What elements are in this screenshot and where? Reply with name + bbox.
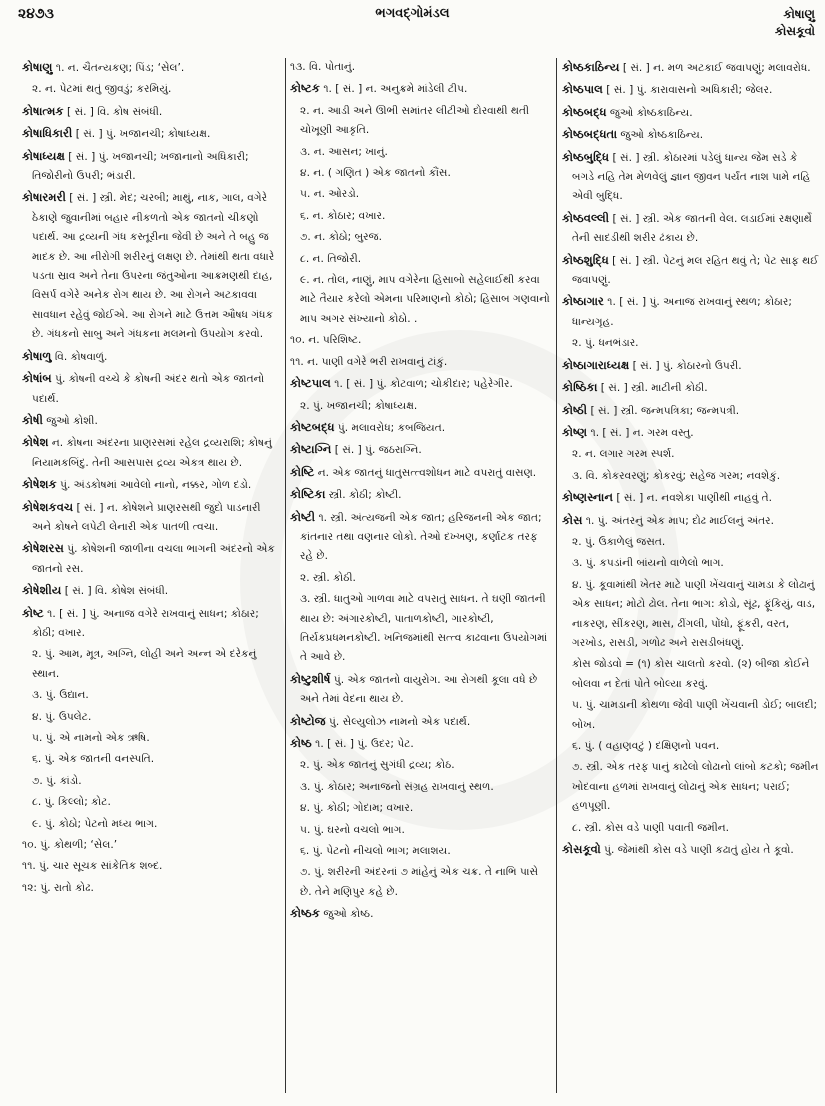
entry-sense bbox=[290, 590, 552, 668]
dictionary-entry bbox=[22, 369, 280, 409]
definition-text: પું. એક જાતનો વાયુરોગ. આ રોગથી કૂલા વધે છે અને તેમાં વેદના થાય છે. bbox=[300, 673, 538, 706]
definition-text: ૧. [ સં. ] ન. અનુક્રમે માંડેલી ટીપ. bbox=[319, 83, 468, 96]
dictionary-entry bbox=[562, 511, 820, 531]
headword: કોષ્ઠબદ્ધતા bbox=[562, 127, 618, 142]
headword: કોષેશીય bbox=[22, 583, 62, 598]
entry-sense bbox=[290, 271, 552, 329]
definition-text: [ સં. ] વિ. કોષેશ સંબંધી. bbox=[61, 585, 169, 598]
headword: કોષી bbox=[22, 412, 43, 427]
headword: કોષ્ણ bbox=[562, 424, 588, 439]
definition-text: ૭. પું. કાંડો. bbox=[32, 774, 82, 787]
dictionary-entry bbox=[290, 904, 552, 924]
definition-text: ૩. પું. કપડાંની બાંયનો વાળેલો ભાગ. bbox=[572, 557, 724, 570]
entry-sense bbox=[22, 645, 280, 684]
definition-text: ૮. ન. તિજોરી. bbox=[300, 252, 362, 265]
column-divider bbox=[556, 58, 557, 1093]
headword: કોસકૂવો bbox=[562, 842, 601, 857]
definition-text: ૧૨: પું. રાતો કોઢ. bbox=[22, 881, 94, 894]
dictionary-entry bbox=[22, 188, 280, 344]
definition-text: [ સં. ] પું. કારાવાસનો અધિકારી; જેલર. bbox=[602, 84, 773, 97]
definition-text: [ સં. ] પું. ખજાનચી; કોષાધ્યક્ષ. bbox=[72, 128, 211, 141]
headword: કોષ્ઠક bbox=[290, 906, 320, 921]
definition-text: ૨. સ્ત્રી. કોઠી. bbox=[300, 571, 356, 584]
definition-text: ૧૧. પું. ચાર સૂચક સાંકેતિક શબ્દ. bbox=[22, 860, 163, 873]
headword: કોષ્ટી bbox=[290, 509, 316, 524]
guide-word-first: કોષાણુ bbox=[783, 7, 815, 21]
dictionary-entry bbox=[290, 670, 552, 710]
dictionary-entry bbox=[562, 356, 820, 376]
definition-text: પું. અંડકોષમાં આવેલો નાનો, નક્કર, ગોળ દડો. bbox=[56, 479, 252, 492]
definition-text: ૨. પું. ઉકાળેલું જસત. bbox=[572, 535, 666, 548]
definition-text: [ સં. ] પું. જઠરાગ્નિ. bbox=[331, 444, 422, 457]
definition-text: ૧૩. વિ. પોતાનું. bbox=[290, 61, 356, 73]
definition-text: ૬. ન. કોઠાર; વખાર. bbox=[300, 209, 386, 222]
entry-sense bbox=[562, 334, 820, 353]
headword: કોષ્ઠબુદ્ધિ bbox=[562, 149, 610, 164]
dictionary-entry bbox=[562, 103, 820, 123]
headword: કોષ્ટક bbox=[290, 81, 320, 96]
entry-sense bbox=[290, 569, 552, 588]
headword: કોષ્ઠાગાર bbox=[562, 294, 604, 309]
entry-sense bbox=[22, 708, 280, 727]
definition-text: [ સં. ] સ્ત્રી. માટીની કોઠી. bbox=[597, 382, 708, 395]
definition-text: ૯. પું. કોઠો; પેટનો મધ્ય ભાગ. bbox=[32, 817, 158, 830]
entry-sense bbox=[22, 80, 280, 99]
definition-text: ૫. પું. ઘરનો વચલો ભાગ. bbox=[300, 823, 405, 836]
headword: કોષ્ટાગ્નિ bbox=[290, 442, 332, 457]
headword: કોષ્ટિકા bbox=[290, 487, 326, 502]
entry-sense bbox=[22, 857, 280, 876]
definition-text: ૩. ન. આસન; ખાનું. bbox=[300, 145, 388, 158]
entry-sense bbox=[562, 576, 820, 654]
headword: કોષારમરી bbox=[22, 190, 66, 205]
definition-text: પું. કોષેશની જાળીના વચલા ભાગની અંદરનો એક જાતનો રસ. bbox=[32, 543, 275, 575]
headword: કોસ bbox=[562, 512, 583, 527]
headword: કોષાણુ bbox=[22, 60, 53, 74]
definition-text: ૪. પું. ઉપલેટ. bbox=[32, 710, 92, 723]
entry-sense bbox=[290, 331, 552, 350]
headword: કોષ્ઠાગારાધ્યક્ષ bbox=[562, 357, 630, 372]
definition-text: ૮. પું. કિલ્લો; કોટ. bbox=[32, 796, 111, 809]
entry-sense bbox=[290, 228, 552, 247]
dictionary-entry bbox=[22, 124, 280, 144]
entry-sense bbox=[562, 467, 820, 486]
entry-sense bbox=[562, 696, 820, 735]
headword: કોષાધ્યક્ષ bbox=[22, 148, 65, 163]
definition-text: ૨. પું. ધનભંડાર. bbox=[572, 337, 639, 350]
dictionary-entry bbox=[22, 604, 280, 644]
entry-sense bbox=[562, 655, 820, 694]
definition-text: ન. એક જાતનું ધાતુસત્ત્વશોધન માટે વપરાતું વાસણ. bbox=[314, 466, 537, 479]
definition-text: વિ. કોષવાળું. bbox=[51, 350, 108, 363]
definition-text: ૭. સ્ત્રી. એક તરફ પાનું કાઢેલો લોઢાનો લાંબો કટકો; જમીન ખોદવાના હળમાં રાખવાનું લોઢાનું એક સાધન; પરાઈ; હળપૂણી. bbox=[572, 761, 819, 813]
entry-sense bbox=[562, 758, 820, 816]
entry-sense bbox=[290, 250, 552, 269]
dictionary-entry bbox=[290, 508, 552, 567]
definition-text: ૨. પું. આમ, મૂત્ર, અગ્નિ, લોહી અને અન્ન એ દરેકનું સ્થાન. bbox=[32, 648, 257, 680]
headword: કોષ્ઠશુદ્ધિ bbox=[562, 252, 609, 267]
definition-text: પું. મલાવરોધ; કબજિયત. bbox=[334, 421, 446, 434]
entry-sense bbox=[22, 836, 280, 855]
entry-sense bbox=[22, 729, 280, 748]
dictionary-entry bbox=[562, 251, 820, 291]
entry-sense bbox=[290, 58, 552, 77]
definition-text: [ સં. ] ન. મળ અટકાઈ જવાપણું; મલાવરોધ. bbox=[619, 62, 811, 74]
dictionary-entry bbox=[562, 488, 820, 508]
definition-text: ૪. પું. કોઠી; ગોદામ; વખાર. bbox=[300, 802, 414, 815]
column-3 bbox=[562, 58, 820, 1093]
definition-text: ૩. પું. ઉદ્યાન. bbox=[32, 689, 89, 702]
definition-text: ન. કોષના અંદરના પ્રાણરસમાં રહેલ દ્રવ્યરાશિ; કોષનું નિયામકબિંદુ. તેની આસપાસ દ્રવ્ય એકત્ર થાય છે. bbox=[32, 437, 272, 469]
definition-text: ૧. [ સં. ] પું. ઉદર; પેટ. bbox=[311, 738, 414, 750]
dictionary-entry bbox=[22, 411, 280, 431]
definition-text: જુઓ કોષ્ઠકાઠિન્ય. bbox=[617, 129, 704, 142]
entry-sense bbox=[290, 842, 552, 861]
definition-text: પું. કોષની વચ્ચે કે કોષની અંદર થતો એક જાતનો પદાર્થ. bbox=[32, 373, 265, 405]
definition-text: [ સં. ] સ્ત્રી. એક જાતની વેલ. લડાઈમાં રક્ષણાર્થે તેની સાદડીથી શરીર ઢંકાય છે. bbox=[572, 212, 812, 245]
dictionary-columns bbox=[0, 58, 825, 1098]
entry-sense bbox=[290, 821, 552, 840]
dictionary-entry bbox=[562, 423, 820, 443]
dictionary-entry bbox=[22, 58, 280, 78]
entry-sense bbox=[290, 164, 552, 183]
definition-text: જુઓ કોષ્ઠ. bbox=[319, 908, 374, 921]
dictionary-entry bbox=[562, 125, 820, 145]
definition-text: ૨. ન. આડી અને ઊભી સમાંતર લીટીઓ દોરવાથી થતી ચોખૂણી આકૃતિ. bbox=[300, 104, 530, 137]
headword: કોષાધિકારી bbox=[22, 126, 73, 141]
headword: કોષ્ઠબદ્ધ bbox=[562, 104, 607, 119]
dictionary-entry bbox=[562, 292, 820, 332]
headword: કોષેશરસ bbox=[22, 541, 64, 556]
headword: કોષાળુ bbox=[22, 348, 52, 363]
definition-text: ૬. પું. એક જાતની વનસ્પતિ. bbox=[32, 753, 155, 766]
headword: કોષેશકવચ bbox=[22, 499, 74, 514]
dictionary-entry bbox=[562, 58, 820, 78]
dictionary-entry bbox=[290, 712, 552, 732]
definition-text: ૧. [ સં. ] પું. અનાજ રાખવાનું સ્થળ; કોઠાર; ધાન્યગૃહ. bbox=[572, 296, 792, 328]
dictionary-entry bbox=[22, 147, 280, 187]
headword: કોષ્ઠિકા bbox=[562, 380, 598, 395]
entry-sense bbox=[562, 533, 820, 552]
column-1 bbox=[22, 58, 280, 1093]
headword: કોષ્ઠી bbox=[562, 402, 588, 417]
dictionary-entry bbox=[562, 378, 820, 398]
definition-text: ૫. પું. એ નામનો એક ઋષિ. bbox=[32, 732, 150, 744]
headword: કોષાત્મક bbox=[22, 103, 64, 118]
entry-sense bbox=[22, 686, 280, 705]
definition-text: ૧. [ સં. ] પું. અનાજ વગેરે રાખવાનું સાધન; કોઠાર; કોઠી; વખાર. bbox=[32, 607, 259, 639]
definition-text: [ સં. ] સ્ત્રી. કોઠારમાં પડેલું ધાન્ય જેમ સડે કે બગડે નહિ તેમ મેળવેલું જ્ઞાન જીવન પર્યંત નાશ પામે નહિ એવી બુદ્ધિ. bbox=[572, 151, 811, 203]
definition-text: ૪. પું. કૂવામાંથી ખેતર માટે પાણી ખેંચવાનું ચામડા કે લોઢાનું એક સાધન; મોટો ઢોલ. તેના ભાગ: કોડો, સૂંઢ, ફૂંકિયું, વાડ, નાકરણ, સીંકરણ, માસ, ઢીંગલી, પોંધો, ફૂંકરી, વરત, ગરખોડ, રાસડી, ગળોઢ અને રાસડીબંધણું. bbox=[572, 578, 816, 649]
entry-sense bbox=[22, 772, 280, 791]
entry-sense bbox=[290, 207, 552, 226]
entry-sense bbox=[290, 353, 552, 372]
definition-text: ૭. પું. શરીરની અંદરનાં ૭ માંહેનું એક ચક્ર. તે નાભિ પાસે છે. તેને મણિપુર કહે છે. bbox=[300, 866, 539, 898]
entry-sense bbox=[562, 819, 820, 838]
dictionary-entry bbox=[22, 102, 280, 122]
definition-text: ૧૦. પું. કોથળી; ‘સેલ.’ bbox=[22, 839, 118, 852]
headword: કોષ્ણસ્નાન bbox=[562, 490, 613, 505]
dictionary-entry bbox=[22, 433, 280, 473]
dictionary-entry bbox=[290, 485, 552, 505]
definition-text: [ સં. ] પું. કોઠારનો ઉપરી. bbox=[629, 359, 742, 372]
definition-text: ૫. ન. ઓરડો. bbox=[300, 188, 360, 201]
definition-text: [ સં. ] ન. કોષેશને પ્રાણરસથી જુદો પાડનારી અને કોષને લપેટી લેનારી એક પાતળી ત્વચા. bbox=[32, 501, 261, 533]
entry-sense bbox=[562, 445, 820, 464]
dictionary-entry bbox=[290, 418, 552, 438]
headword: કોષ્ઠવલ્લી bbox=[562, 210, 610, 225]
definition-text: ૪. ન. ( ગણિત ) એક જાતનો કૌંસ. bbox=[300, 167, 451, 180]
definition-text: ૩. વિ. કોકરવરણું; કોકરવું; સહેજ ગરમ; નવશેકું. bbox=[572, 469, 781, 482]
entry-sense bbox=[290, 185, 552, 204]
entry-sense bbox=[290, 102, 552, 141]
entry-sense bbox=[290, 397, 552, 416]
definition-text: ૧. સ્ત્રી. અંત્યજની એક જાત; હરિજનની એક જાત; કાંતનાર તથા વણનાર લોકો. તેઓ દખ્ખણ, કર્ણાટક તરફ રહે છે. bbox=[300, 511, 542, 563]
dictionary-entry bbox=[22, 539, 280, 579]
book-title: ભગવદ્ગોમંડલ bbox=[375, 6, 450, 21]
headword: કોષાંબ bbox=[22, 371, 52, 386]
dictionary-entry bbox=[22, 498, 280, 538]
definition-text: ૧૧. ન. પાણી વગેરે ભરી રાખવાનું ટાંકું. bbox=[290, 355, 448, 368]
dictionary-entry bbox=[562, 148, 820, 207]
dictionary-entry bbox=[290, 463, 552, 483]
definition-text: ૮. સ્ત્રી. કોસ વડે પાણી પવાતી જમીન. bbox=[572, 821, 730, 834]
entry-sense bbox=[22, 793, 280, 812]
headword: કોષ્ઠકાઠિન્ય bbox=[562, 60, 620, 74]
dictionary-entry bbox=[22, 581, 280, 601]
definition-text: ૫. પું. ચામડાની કોથળા જેવી પાણી ખેંચવાની ડોઈ; બાલદી; બોખ. bbox=[572, 699, 818, 731]
headword: કોષ્ટુશીર્ષ bbox=[290, 671, 331, 686]
column-2 bbox=[290, 58, 552, 1093]
definition-text: ૩. સ્ત્રી. ધાતુઓ ગાળવા માટે વપરાતું સાધન. તે ઘણી જાતની થાય છે: અંગારકોષ્ટી, પાતાળકોષ્ટી, ગારકોષ્ટી, તિર્યકપ્રધમનકોષ્ટી. ખનિજમાંથી સત્ત્વ કાઢવાના ઉપયોગમાં તે આવે છે. bbox=[300, 593, 548, 664]
definition-text: ૧. [ સં. ] ન. ગરમ વસ્તુ. bbox=[587, 426, 694, 439]
guide-word-last: કોસકૂવો bbox=[774, 24, 815, 38]
page-header bbox=[0, 0, 825, 52]
headword: કોષ્ટિ bbox=[290, 464, 315, 479]
definition-text: [ સં. ] સ્ત્રી. મેદ; ચરબી; માથું, નાક, ગાલ, વગેરે ઠેકાણે જુવાનીમાં બહાર નીકળતો એક જાતનો ચીકણો પદાર્થ. આ દ્રવ્યની ગંધ કસ્તૂરીના જેવી છે અને તે બહુ જ માદક છે. આ નીરોગી શરીરનું લક્ષણ છે. તેમાંથી થતા વધારે પડતા સ્રાવ અને તેના ઉપરના જંતુઓના આક્રમણથી દાહ, વિસર્પ વગેરે અનેક રોગ થાય છે. આ રોગને અટકાવવા સાવધાન રહેવું જોઈએ. આ રોગને માટે ઉત્તમ ઔષધ ગંધક છે. ગંધકનો સાબુ અને ગંધકના મલમનો ઉપયોગ કરવો. bbox=[32, 192, 275, 341]
guide-words bbox=[775, 6, 815, 40]
definition-text: [ સં. ] ન. નવશેકા પાણીથી નાહવું તે. bbox=[613, 492, 773, 505]
definition-text: કોસ જોડવો = (૧) કોસ ચાલતો કરવો. (૨) બીજા કોઈને બોલવા ન દેતાં પોતે બોલ્યા કરવું. bbox=[572, 658, 810, 690]
definition-text: ૧. પું. અંતરનું એક માપ; દોઢ માઈલનું અંતર. bbox=[582, 514, 775, 527]
dictionary-entry bbox=[290, 374, 552, 394]
headword: કોષ્ટોજ bbox=[290, 713, 326, 728]
definition-text: [ સં. ] વિ. કોષ સંબંધી. bbox=[63, 105, 163, 118]
entry-sense bbox=[290, 778, 552, 797]
definition-text: ૨. ન. લગાર ગરમ સ્પર્શ. bbox=[572, 448, 675, 461]
page-number: ૨૪૭૩ bbox=[18, 6, 54, 22]
entry-sense bbox=[290, 799, 552, 818]
dictionary-entry bbox=[562, 80, 820, 100]
definition-text: ૧૦. ન. પરિશિષ્ટ. bbox=[290, 334, 362, 347]
headword: કોષ્ઠ bbox=[290, 736, 312, 750]
definition-text: પું. જેમાંથી કોસ વડે પાણી કઢાતું હોય તે કૂવો. bbox=[600, 844, 794, 857]
definition-text: ૨. ન. પેટમાં થતું જીવડું; કરમિયું. bbox=[32, 83, 172, 96]
dictionary-entry bbox=[562, 401, 820, 421]
headword: કોષેશ bbox=[22, 435, 49, 450]
headword: કોષ્ટ bbox=[22, 605, 44, 620]
entry-sense bbox=[290, 863, 552, 902]
headword: કોષેશક bbox=[22, 477, 57, 492]
definition-text: ૬. પું. પેટનો નીચલો ભાગ; મલાશય. bbox=[300, 845, 451, 858]
entry-sense bbox=[22, 879, 280, 898]
definition-text: ૭. ન. કોઠો; બુરજ. bbox=[300, 231, 382, 244]
dictionary-entry bbox=[562, 840, 820, 860]
entry-sense bbox=[22, 750, 280, 769]
definition-text: ૩. પું. કોઠાર; અનાજનો સંગ્રહ રાખવાનું સ્થળ. bbox=[300, 780, 494, 793]
dictionary-entry bbox=[290, 79, 552, 99]
definition-text: જુઓ કોષ્ઠકાઠિન્ય. bbox=[606, 106, 693, 119]
headword: કોષ્ટબદ્ધ bbox=[290, 419, 335, 434]
definition-text: જુઓ કોશી. bbox=[42, 414, 98, 427]
definition-text: [ સં. ] સ્ત્રી. પેટનું મલ રહિત થવું તે; પેટ સાફ થઈ જવાપણું. bbox=[572, 254, 819, 287]
definition-text: સ્ત્રી. કોઠી; કોષ્ટી. bbox=[325, 489, 402, 502]
entry-sense bbox=[562, 737, 820, 756]
dictionary-entry bbox=[290, 734, 552, 754]
definition-text: ૯. ન. તોલ, નાણું, માપ વગેરેના હિસાબો સહેલાઈથી કરવા માટે તૈયાર કરેલો એમના પરિમાણનો કોઠો; હિસાબ ગણવાનો માપ અગર સંખ્યાનો કોઠો. . bbox=[300, 274, 550, 325]
definition-text: ૧. ન. ચૈતન્યકણ; પિંડ; ‘સેલ’. bbox=[52, 62, 185, 74]
entry-sense bbox=[290, 143, 552, 162]
dictionary-entry bbox=[22, 347, 280, 367]
definition-text: ૧. [ સં. ] પું. કોટવાળ; ચોકીદાર; પહેરેગીર. bbox=[330, 378, 513, 391]
definition-text: પું. સેલ્યુલોઝ નામનો એક પદાર્થ. bbox=[325, 715, 471, 728]
headword: કોષ્ટપાલ bbox=[290, 376, 331, 391]
definition-text: [ સં. ] પું. ખજાનચી; ખજાનાનો અધિકારી; તિજોરીનો ઉપરી; ભંડારી. bbox=[32, 150, 249, 183]
dictionary-entry bbox=[562, 209, 820, 249]
definition-text: ૨. પું. એક જાતનું સુગંધી દ્રવ્ય; કોઠ. bbox=[300, 759, 455, 772]
entry-sense bbox=[22, 815, 280, 834]
definition-text: ૨. પું. ખજાનચી; કોષાધ્યક્ષ. bbox=[300, 399, 418, 412]
dictionary-entry bbox=[290, 440, 552, 460]
definition-text: ૬. પું. ( વહાણવટું ) દક્ષિણનો પવન. bbox=[572, 740, 720, 752]
entry-sense bbox=[562, 554, 820, 573]
entry-sense bbox=[290, 756, 552, 775]
column-divider bbox=[285, 58, 286, 1093]
definition-text: [ સં. ] સ્ત્રી. જન્મપત્રિકા; જન્મપત્રી. bbox=[587, 404, 740, 417]
headword: કોષ્ઠપાલ bbox=[562, 82, 603, 97]
dictionary-entry bbox=[22, 475, 280, 495]
